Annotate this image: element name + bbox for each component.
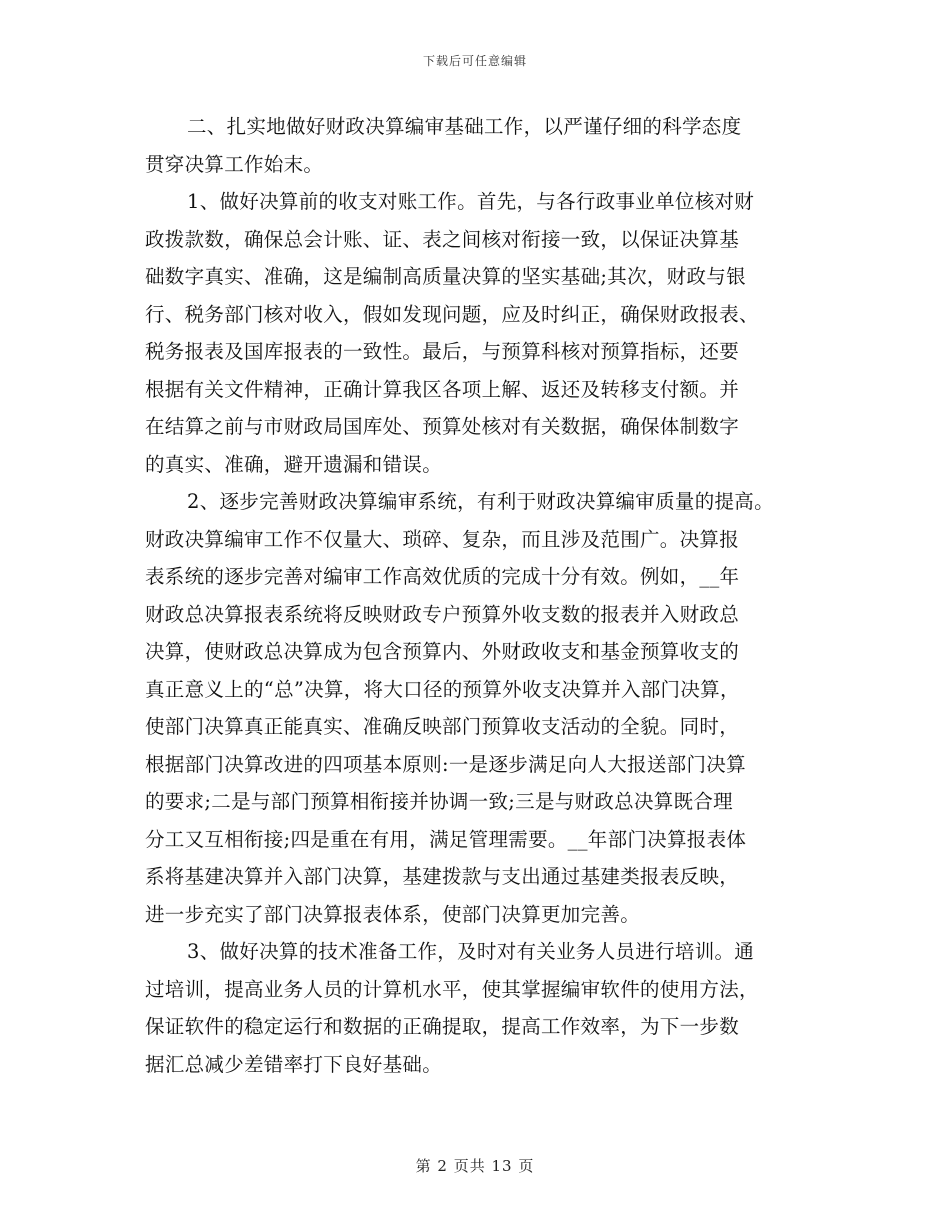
text-line: 决算，使财政总决算成为包含预算内、外财政收支和基金预算收支的 xyxy=(145,640,740,663)
text-line: 的真实、准确，避开遗漏和错误。 xyxy=(145,452,443,476)
text-line: 根据有关文件精神，正确计算我区各项上解、返还及转移支付额。并 xyxy=(145,377,740,401)
text-line: 财政总决算报表系统将反映财政专户预算外收支数的报表并入财政总 xyxy=(145,602,740,626)
text-line: 行、税务部门核对收入，假如发现问题，应及时纠正，确保财政报表、 xyxy=(145,302,759,326)
text-line: 保证软件的稳定运行和数据的正确提取，提高工作效率，为下一步数 xyxy=(145,1015,740,1038)
text-line: 二、扎实地做好财政决算编审基础工作，以严谨仔细的科学态度 xyxy=(187,115,742,138)
text-line: 贯穿决算工作始末。 xyxy=(145,152,324,176)
paragraph xyxy=(145,108,825,183)
text-line: 根据部门决算改进的四项基本原则:一是逐步满足向人大报送部门决算 xyxy=(145,752,746,776)
text-line: 财政决算编审工作不仅量大、琐碎、复杂，而且涉及范围广。决算报 xyxy=(145,527,740,551)
text-line: 税务报表及国库报表的一致性。最后，与预算科核对预算指标，还要 xyxy=(145,340,740,363)
text-line: 使部门决算真正能真实、准确反映部门预算收支活动的全貌。同时， xyxy=(145,715,740,738)
text-line: 过培训，提高业务人员的计算机水平，使其掌握编审软件的使用方法， xyxy=(145,977,759,1001)
text-line: 系将基建决算并入部门决算，基建拨款与支出通过基建类报表反映， xyxy=(145,865,740,888)
text-line: 分工又互相衔接;四是重在有用，满足管理需要。__年部门决算报表体 xyxy=(145,827,747,851)
text-line: 进一步充实了部门决算报表体系，使部门决算更加完善。 xyxy=(145,902,641,926)
text-line: 2、逐步完善财政决算编审系统，有利于财政决算编审质量的提高。 xyxy=(187,490,774,513)
text-line: 在结算之前与市财政局国库处、预算处核对有关数据，确保体制数字 xyxy=(145,415,740,438)
paragraph xyxy=(145,483,825,933)
text-line: 的要求;二是与部门预算相衔接并协调一致;三是与财政总决算既合理 xyxy=(145,790,733,813)
text-line: 表系统的逐步完善对编审工作高效优质的完成十分有效。例如，__年 xyxy=(145,565,740,588)
text-line: 真正意义上的“总”决算，将大口径的预算外收支决算并入部门决算， xyxy=(145,677,740,701)
text-line: 3、做好决算的技术准备工作，及时对有关业务人员进行培训。通 xyxy=(187,940,755,963)
text-line: 础数字真实、准确，这是编制高质量决算的坚实基础;其次，财政与银 xyxy=(145,265,746,288)
page-footer: 第 2 页共 13 页 xyxy=(415,1157,535,1175)
text-line: 据汇总减少差错率打下良好基础。 xyxy=(145,1052,443,1076)
text-line: 政拨款数，确保总会计账、证、表之间核对衔接一致，以保证决算基 xyxy=(145,227,740,251)
paragraph xyxy=(145,183,825,483)
text-line: 1、做好决算前的收支对账工作。首先，与各行政事业单位核对财 xyxy=(187,190,755,213)
document-body xyxy=(145,108,825,1083)
paragraph xyxy=(145,933,825,1083)
page-header: 下载后可任意编辑 xyxy=(422,54,527,68)
